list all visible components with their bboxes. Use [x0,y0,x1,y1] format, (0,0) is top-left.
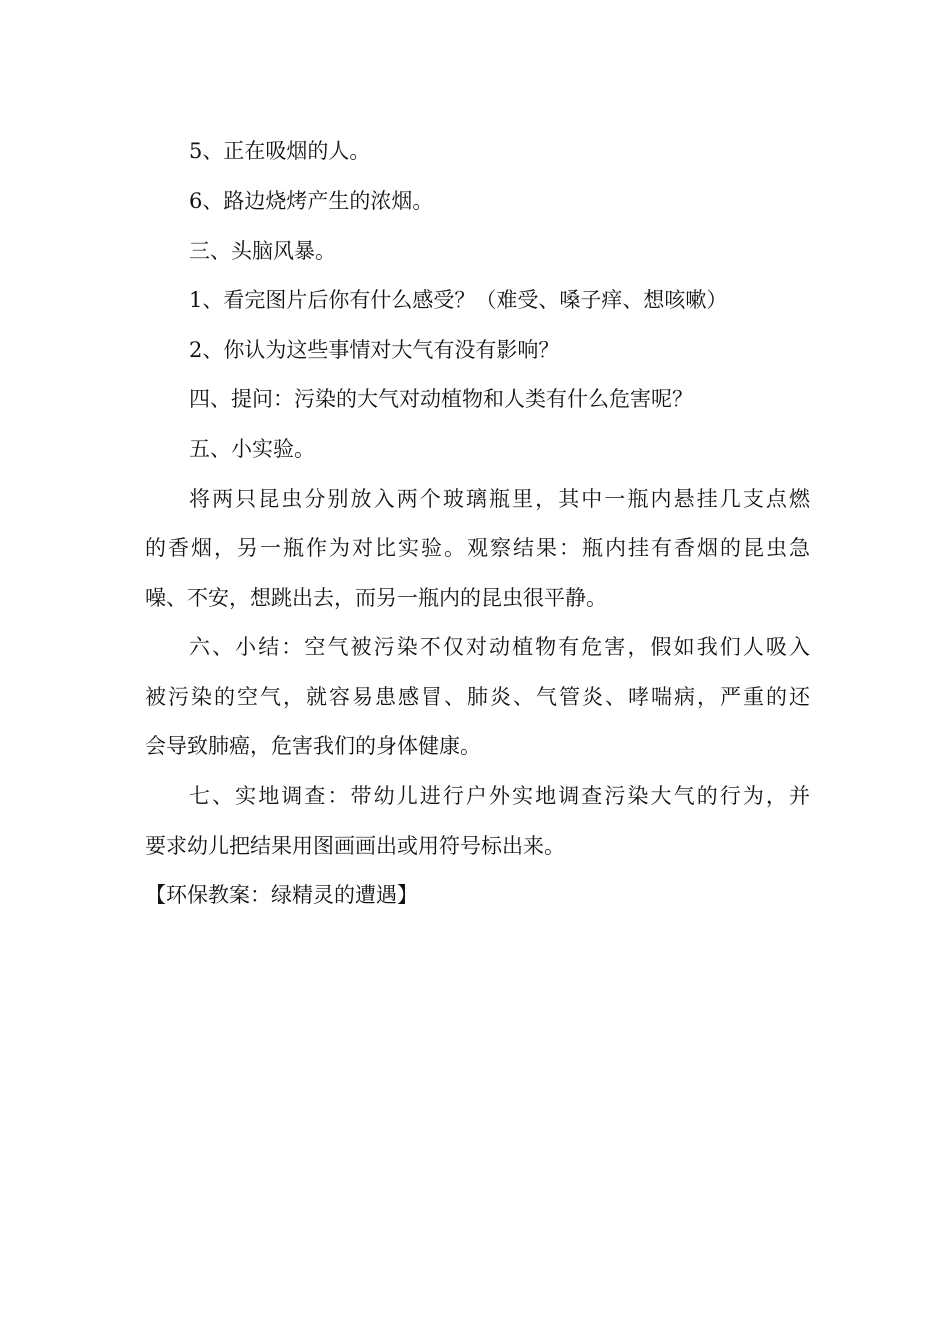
summary-paragraph-line-3: 会导致肺癌，危害我们的身体健康。 [145,734,481,758]
survey-paragraph-line-2: 要求幼儿把结果用图画画出或用符号标出来。 [145,834,565,858]
section-heading-5: 五、小实验。 [189,437,315,461]
summary-paragraph-line-2: 被污染的空气，就容易患感冒、肺炎、气管炎、哮喘病，严重的还 [145,685,810,709]
section-heading-4: 四、提问：污染的大气对动植物和人类有什么危害呢？ [189,387,693,411]
list-item-5: 5、正在吸烟的人。 [189,139,371,163]
question-1: 1、看完图片后你有什么感受？（难受、嗓子痒、想咳嗽） [189,288,728,312]
experiment-paragraph-line-2: 的香烟，另一瓶作为对比实验。观察结果：瓶内挂有香烟的昆虫急 [145,536,810,560]
next-lesson-title: 【环保教案：绿精灵的遭遇】 [145,883,418,907]
survey-paragraph-line-1: 七、实地调查：带幼儿进行户外实地调查污染大气的行为，并 [189,784,810,808]
section-heading-3: 三、头脑风暴。 [189,239,336,263]
experiment-paragraph-line-3: 噪、不安，想跳出去，而另一瓶内的昆虫很平静。 [145,586,607,610]
list-item-6: 6、路边烧烤产生的浓烟。 [189,189,434,213]
summary-paragraph-line-1: 六、小结：空气被污染不仅对动植物有危害，假如我们人吸入 [189,635,810,659]
question-2: 2、你认为这些事情对大气有没有影响？ [189,338,560,362]
experiment-paragraph-line-1: 将两只昆虫分别放入两个玻璃瓶里，其中一瓶内悬挂几支点燃 [189,487,810,511]
